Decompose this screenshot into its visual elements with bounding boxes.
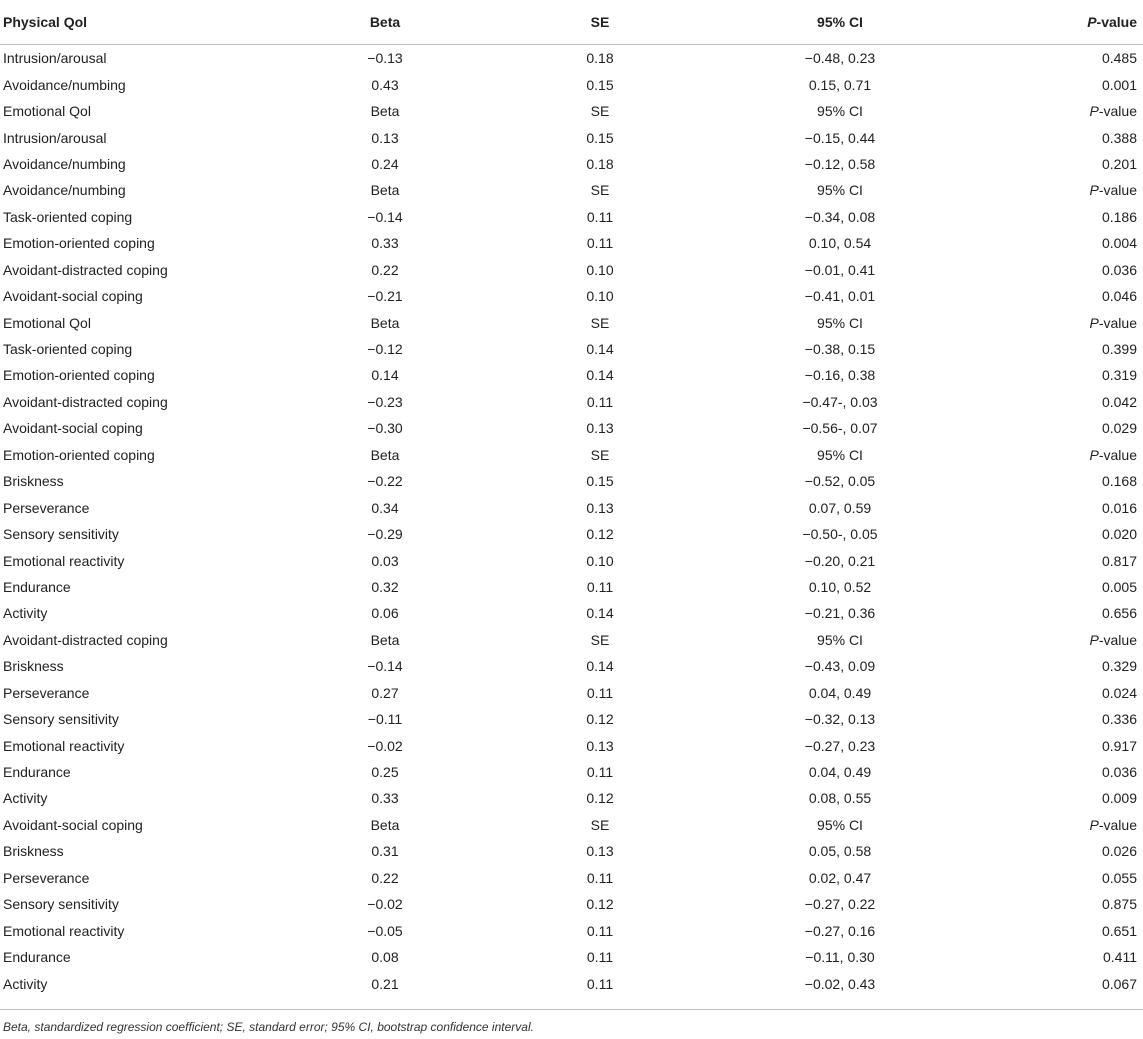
- row-beta: 0.31: [371, 843, 399, 860]
- table-row: [0, 442, 1143, 468]
- row-ci: −0.48, 0.23: [804, 50, 876, 67]
- row-ci: −0.16, 0.38: [804, 367, 876, 384]
- row-label: Avoidant-social coping: [3, 420, 143, 437]
- row-ci: 95% CI: [817, 103, 863, 120]
- row-beta: 0.13: [371, 129, 399, 146]
- row-p-value: 0.001: [1101, 76, 1137, 93]
- row-label: Briskness: [3, 473, 64, 490]
- row-ci: −0.50-, 0.05: [802, 526, 878, 543]
- header-row: [0, 0, 1143, 45]
- row-beta: −0.14: [367, 658, 403, 675]
- table-row: [0, 944, 1143, 970]
- row-se: 0.11: [586, 922, 614, 939]
- row-ci: 95% CI: [817, 816, 863, 833]
- row-p-value: 0.036: [1101, 261, 1137, 278]
- row-se: 0.14: [586, 341, 614, 358]
- table-row: [0, 970, 1143, 996]
- table-row: [0, 177, 1143, 203]
- row-p-suffix: -value: [1098, 314, 1137, 331]
- row-p-value: 0.046: [1101, 288, 1137, 305]
- row-beta: 0.24: [371, 155, 399, 172]
- row-p-value: 0.336: [1101, 711, 1137, 728]
- row-label: Emotional reactivity: [3, 737, 125, 754]
- row-p-value: 0.917: [1101, 737, 1137, 754]
- header-se: SE: [480, 0, 720, 45]
- row-beta: 0.06: [371, 605, 399, 622]
- row-beta: −0.11: [367, 711, 403, 728]
- row-label: Emotional reactivity: [3, 552, 125, 569]
- row-label: Intrusion/arousal: [3, 129, 107, 146]
- table-row: [0, 389, 1143, 415]
- row-se: 0.11: [586, 975, 614, 992]
- row-p-value: 0.201: [1101, 155, 1137, 172]
- table-row: [0, 98, 1143, 124]
- row-se: 0.15: [586, 129, 614, 146]
- row-label: Emotion-oriented coping: [3, 367, 155, 384]
- row-p-suffix: -value: [1098, 446, 1137, 463]
- row-label: Avoidant-distracted coping: [3, 393, 168, 410]
- row-beta: 0.08: [371, 949, 399, 966]
- row-p-value: 0.009: [1101, 790, 1137, 807]
- header-p-italic: P: [1087, 14, 1097, 30]
- row-label: Emotional reactivity: [3, 922, 125, 939]
- row-p-value: [960, 309, 1143, 335]
- row-label: Perseverance: [3, 499, 90, 516]
- row-beta: 0.27: [371, 684, 399, 701]
- row-se: SE: [590, 182, 610, 199]
- row-se: 0.12: [586, 896, 614, 913]
- row-p-value: 0.036: [1101, 764, 1137, 781]
- row-p-value: 0.004: [1101, 235, 1137, 252]
- row-se: 0.10: [586, 288, 614, 305]
- table-row: [0, 494, 1143, 520]
- table-footnote: Beta, standardized regression coefficient; SE, standard error; 95% CI, bootstrap confidence interval.: [3, 1020, 534, 1034]
- row-p-value: 0.875: [1101, 896, 1137, 913]
- row-p-italic: P: [1089, 103, 1099, 120]
- row-se: SE: [590, 816, 610, 833]
- bottom-rule: [0, 1009, 1143, 1010]
- row-se: 0.18: [586, 155, 614, 172]
- row-p-value: [960, 812, 1143, 838]
- row-se: SE: [590, 103, 610, 120]
- row-se: 0.13: [586, 420, 614, 437]
- row-p-value: 0.485: [1101, 50, 1137, 67]
- header-p-suffix: -value: [1096, 14, 1137, 30]
- table-row: [0, 812, 1143, 838]
- row-beta: Beta: [370, 446, 400, 463]
- row-beta: 0.33: [371, 790, 399, 807]
- row-ci: 0.04, 0.49: [808, 684, 872, 701]
- row-label: Task-oriented coping: [3, 208, 133, 225]
- row-ci: −0.34, 0.08: [804, 208, 876, 225]
- table-row: [0, 151, 1143, 177]
- table-row: [0, 865, 1143, 891]
- row-label: Perseverance: [3, 684, 90, 701]
- row-ci: −0.12, 0.58: [804, 155, 876, 172]
- row-p-italic: P: [1089, 816, 1099, 833]
- row-label: Emotional Qol: [3, 103, 91, 120]
- row-p-value: 0.388: [1101, 129, 1137, 146]
- row-beta: 0.21: [371, 975, 399, 992]
- row-se: 0.11: [586, 869, 614, 886]
- row-label: Avoidance/numbing: [3, 155, 126, 172]
- row-p-suffix: -value: [1098, 816, 1137, 833]
- table-row: [0, 574, 1143, 600]
- row-p-italic: P: [1089, 314, 1099, 331]
- row-p-value: 0.319: [1101, 367, 1137, 384]
- row-p-value: 0.411: [1103, 949, 1137, 966]
- row-se: 0.12: [586, 790, 614, 807]
- row-se: SE: [590, 446, 610, 463]
- row-beta: −0.02: [367, 896, 403, 913]
- row-se: SE: [590, 631, 610, 648]
- table-row: [0, 124, 1143, 150]
- row-beta: 0.22: [371, 261, 399, 278]
- table-header: [0, 0, 1143, 45]
- row-label: Briskness: [3, 843, 64, 860]
- row-label: Avoidance/numbing: [3, 182, 126, 199]
- table-row: [0, 706, 1143, 732]
- row-beta: −0.14: [367, 208, 403, 225]
- row-se: 0.15: [586, 473, 614, 490]
- row-se: 0.10: [586, 552, 614, 569]
- row-ci: −0.11, 0.30: [805, 949, 875, 966]
- row-se: 0.11: [586, 208, 614, 225]
- row-beta: Beta: [370, 103, 400, 120]
- row-beta: Beta: [370, 816, 400, 833]
- row-ci: −0.32, 0.13: [804, 711, 876, 728]
- table-row: [0, 785, 1143, 811]
- row-label: Sensory sensitivity: [3, 896, 119, 913]
- table-row: [0, 309, 1143, 335]
- row-p-italic: P: [1089, 446, 1099, 463]
- row-ci: −0.56-, 0.07: [802, 420, 878, 437]
- table-row: [0, 283, 1143, 309]
- row-ci: 95% CI: [817, 631, 863, 648]
- row-ci: −0.15, 0.44: [804, 129, 876, 146]
- row-beta: 0.34: [371, 499, 399, 516]
- row-se: SE: [590, 314, 610, 331]
- row-label: Activity: [3, 975, 48, 992]
- row-p-value: 0.026: [1101, 843, 1137, 860]
- row-p-value: 0.029: [1101, 420, 1137, 437]
- row-p-value: 0.042: [1101, 393, 1137, 410]
- row-p-value: 0.186: [1101, 208, 1137, 225]
- row-p-value: 0.329: [1101, 658, 1137, 675]
- row-p-value: [960, 177, 1143, 203]
- row-label: Sensory sensitivity: [3, 526, 119, 543]
- table-row: [0, 838, 1143, 864]
- row-ci: 95% CI: [817, 314, 863, 331]
- row-label: Perseverance: [3, 869, 90, 886]
- row-label: Task-oriented coping: [3, 341, 133, 358]
- row-se: 0.13: [586, 737, 614, 754]
- row-se: 0.14: [586, 658, 614, 675]
- row-label: Endurance: [3, 764, 71, 781]
- table-row: [0, 257, 1143, 283]
- header-beta: Beta: [290, 0, 480, 45]
- row-beta: 0.03: [371, 552, 399, 569]
- table-row: [0, 653, 1143, 679]
- row-label: Endurance: [3, 578, 71, 595]
- row-se: 0.11: [586, 235, 614, 252]
- row-p-suffix: -value: [1098, 182, 1137, 199]
- row-ci: −0.43, 0.09: [804, 658, 876, 675]
- row-se: 0.10: [586, 261, 614, 278]
- row-beta: Beta: [370, 314, 400, 331]
- row-beta: −0.05: [367, 922, 403, 939]
- row-p-value: 0.168: [1101, 473, 1137, 490]
- header-physical-qol: Physical Qol: [0, 0, 290, 45]
- table-row: [0, 917, 1143, 943]
- row-se: 0.18: [586, 50, 614, 67]
- row-ci: 95% CI: [817, 446, 863, 463]
- row-beta: −0.23: [367, 393, 403, 410]
- row-label: Endurance: [3, 949, 71, 966]
- row-label: Avoidant-distracted coping: [3, 631, 168, 648]
- row-beta: 0.43: [371, 76, 399, 93]
- table-row: [0, 759, 1143, 785]
- row-p-suffix: -value: [1098, 103, 1137, 120]
- row-beta: 0.22: [371, 869, 399, 886]
- table-row: [0, 732, 1143, 758]
- table-row: [0, 336, 1143, 362]
- table-row: [0, 891, 1143, 917]
- row-ci: 0.04, 0.49: [808, 764, 872, 781]
- row-ci: 0.05, 0.58: [808, 843, 872, 860]
- row-p-value: 0.656: [1101, 605, 1137, 622]
- row-ci: −0.27, 0.22: [804, 896, 876, 913]
- row-label: Avoidant-social coping: [3, 288, 143, 305]
- row-se: 0.11: [586, 393, 614, 410]
- row-ci: 0.02, 0.47: [808, 869, 872, 886]
- row-ci: −0.01, 0.41: [804, 261, 876, 278]
- row-p-value: 0.020: [1101, 526, 1137, 543]
- row-ci: −0.41, 0.01: [804, 288, 876, 305]
- table-row: [0, 45, 1143, 72]
- row-se: 0.11: [586, 578, 614, 595]
- header-ci: 95% CI: [720, 0, 960, 45]
- row-p-suffix: -value: [1098, 631, 1137, 648]
- row-p-value: [960, 442, 1143, 468]
- row-label: Avoidance/numbing: [3, 76, 126, 93]
- table-row: [0, 415, 1143, 441]
- table-row: [0, 600, 1143, 626]
- row-p-value: 0.024: [1101, 684, 1137, 701]
- row-beta: −0.02: [367, 737, 403, 754]
- row-beta: Beta: [370, 182, 400, 199]
- row-p-value: [960, 627, 1143, 653]
- row-se: 0.11: [586, 684, 614, 701]
- table-row: [0, 680, 1143, 706]
- row-beta: 0.14: [371, 367, 399, 384]
- row-se: 0.13: [586, 843, 614, 860]
- row-label: Avoidant-social coping: [3, 816, 143, 833]
- row-p-italic: P: [1089, 631, 1099, 648]
- row-ci: 95% CI: [817, 182, 863, 199]
- row-ci: −0.27, 0.16: [804, 922, 876, 939]
- row-p-value: 0.817: [1101, 552, 1137, 569]
- row-label: Intrusion/arousal: [3, 50, 107, 67]
- row-beta: −0.13: [367, 50, 403, 67]
- table-body: [0, 45, 1143, 997]
- row-ci: −0.21, 0.36: [804, 605, 876, 622]
- row-se: 0.13: [586, 499, 614, 516]
- row-p-value: 0.005: [1101, 578, 1137, 595]
- row-ci: 0.10, 0.54: [808, 235, 872, 252]
- row-beta: 0.25: [371, 764, 399, 781]
- row-ci: −0.52, 0.05: [804, 473, 876, 490]
- row-beta: 0.32: [371, 578, 399, 595]
- table-row: [0, 204, 1143, 230]
- row-label: Emotion-oriented coping: [3, 235, 155, 252]
- row-label: Avoidant-distracted coping: [3, 261, 168, 278]
- table-row: [0, 230, 1143, 256]
- row-ci: 0.07, 0.59: [808, 499, 872, 516]
- table-row: [0, 547, 1143, 573]
- row-ci: −0.02, 0.43: [804, 975, 876, 992]
- row-label: Emotional Qol: [3, 314, 91, 331]
- table-row: [0, 71, 1143, 97]
- table-row: [0, 521, 1143, 547]
- row-label: Sensory sensitivity: [3, 711, 119, 728]
- row-se: 0.14: [586, 367, 614, 384]
- row-se: 0.12: [586, 526, 614, 543]
- row-beta: −0.30: [367, 420, 403, 437]
- row-se: 0.15: [586, 76, 614, 93]
- row-label: Emotion-oriented coping: [3, 446, 155, 463]
- header-p-value: [960, 0, 1143, 45]
- row-p-value: 0.399: [1101, 341, 1137, 358]
- row-p-value: 0.651: [1101, 922, 1137, 939]
- row-ci: −0.47-, 0.03: [802, 393, 878, 410]
- row-beta: −0.22: [367, 473, 403, 490]
- row-label: Activity: [3, 790, 48, 807]
- table-row: [0, 362, 1143, 388]
- row-se: 0.11: [586, 764, 614, 781]
- row-ci: 0.08, 0.55: [808, 790, 872, 807]
- table-row: [0, 627, 1143, 653]
- row-se: 0.14: [586, 605, 614, 622]
- row-p-value: 0.055: [1101, 869, 1137, 886]
- row-ci: 0.10, 0.52: [808, 578, 872, 595]
- row-beta: Beta: [370, 631, 400, 648]
- table-row: [0, 468, 1143, 494]
- row-ci: −0.20, 0.21: [804, 552, 876, 569]
- row-ci: −0.27, 0.23: [804, 737, 876, 754]
- row-p-value: 0.067: [1101, 975, 1137, 992]
- row-se: 0.11: [586, 949, 614, 966]
- row-beta: −0.12: [367, 341, 403, 358]
- row-ci: 0.15, 0.71: [808, 76, 872, 93]
- row-ci: −0.38, 0.15: [804, 341, 876, 358]
- row-label: Activity: [3, 605, 48, 622]
- row-beta: −0.29: [367, 526, 403, 543]
- row-beta: 0.33: [371, 235, 399, 252]
- row-beta: −0.21: [367, 288, 403, 305]
- row-label: Briskness: [3, 658, 64, 675]
- row-p-value: [960, 98, 1143, 124]
- row-p-italic: P: [1089, 182, 1099, 199]
- row-p-value: 0.016: [1101, 499, 1137, 516]
- row-se: 0.12: [586, 711, 614, 728]
